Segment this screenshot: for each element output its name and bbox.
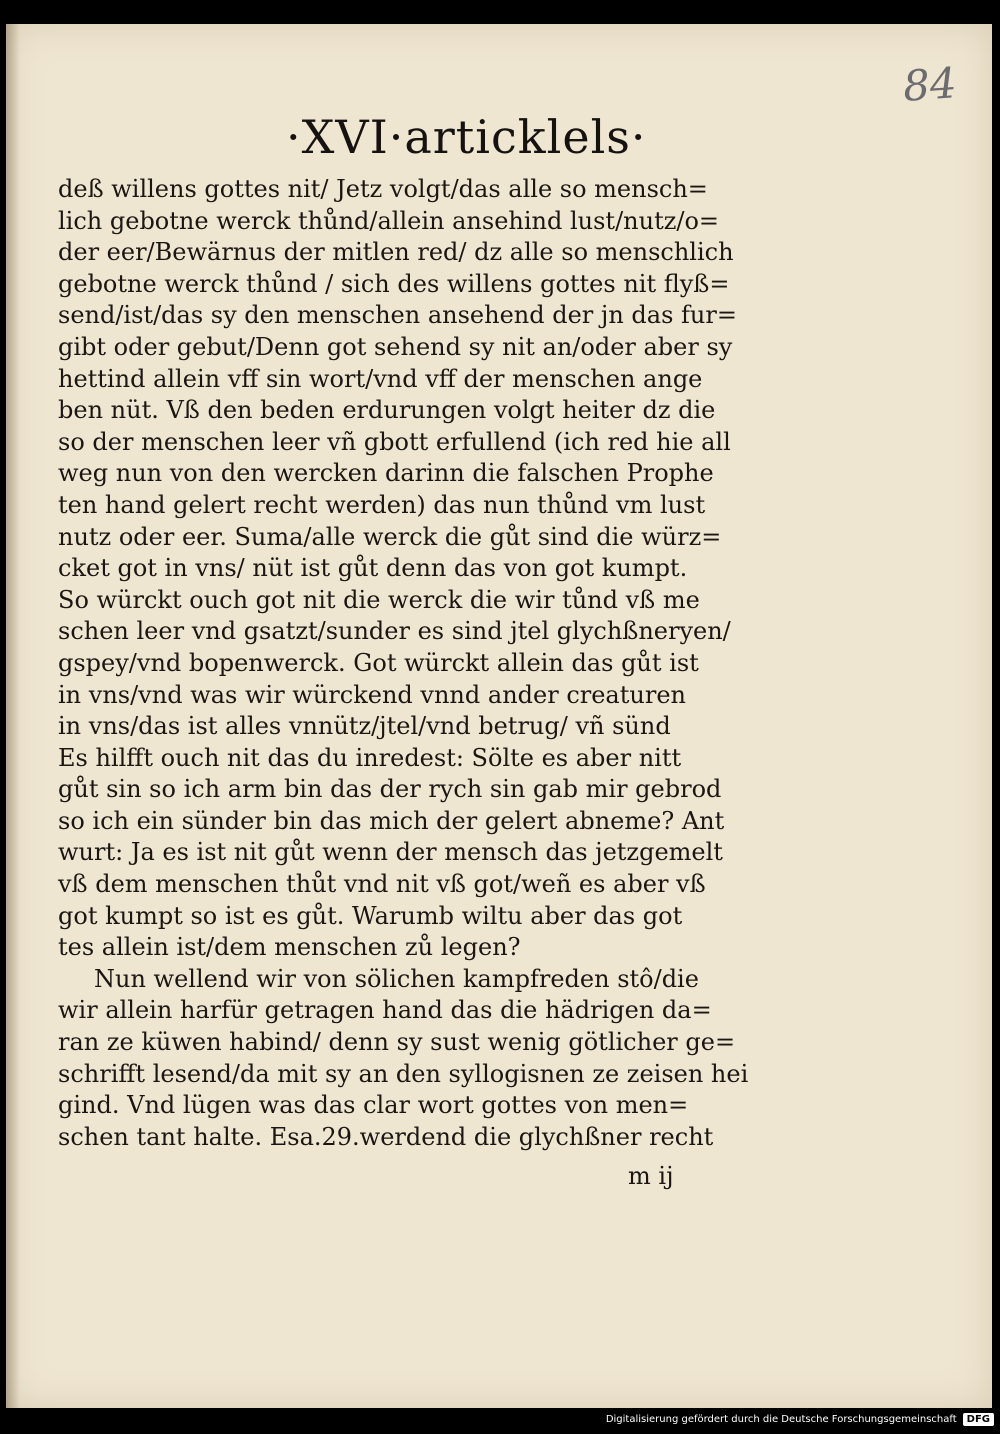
text-line: So würckt ouch got nit die werck die wir tůnd vß me	[58, 585, 700, 614]
text-line: Nun wellend wir von sölichen kampfreden stô/die	[94, 964, 699, 993]
footer-bar	[606, 1410, 994, 1428]
text-line: gspey/vnd bopenwerck. Got würckt allein das gůt ist	[58, 648, 699, 677]
text-line: send/ist/das sy den menschen ansehend der jn das fur=	[58, 301, 737, 330]
catchword: m ij	[628, 1162, 674, 1190]
text-line: Es hilfft ouch nit das du inredest: Sölte es aber nitt	[58, 743, 682, 772]
text-line: der eer/Bewärnus der mitlen red/ dz alle so menschlich	[58, 238, 734, 267]
body-text	[58, 174, 749, 1153]
text-line: ben nüt. Vß den beden erdurungen volgt heiter dz die	[58, 396, 716, 425]
text-line: cket got in vns/ nüt ist gůt denn das von got kumpt.	[58, 554, 688, 583]
text-line: ran ze küwen habind/ denn sy sust wenig götlicher ge=	[58, 1028, 736, 1057]
page-heading: ·XVI·articklels·	[286, 110, 647, 164]
text-line: so ich ein sünder bin das mich der gelert abneme? Ant	[58, 806, 725, 835]
text-line: in vns/vnd was wir würckend vnnd ander creaturen	[58, 680, 686, 709]
text-line: wir allein harfür getragen hand das die hädrigen da=	[58, 996, 712, 1025]
text-line: ten hand gelert recht werden) das nun thůnd vm lust	[58, 490, 706, 519]
scanned-page	[6, 24, 992, 1408]
text-line: schen leer vnd gsatzt/sunder es sind jtel glychßneryen/	[58, 617, 731, 646]
text-line: gibt oder gebut/Denn got sehend sy nit an/oder aber sy	[58, 332, 733, 361]
text-line: so der menschen leer vñ gbott erfullend (ich red hie all	[58, 427, 731, 456]
text-line: gind. Vnd lügen was das clar wort gottes von men=	[58, 1091, 689, 1120]
text-line: nutz oder eer. Suma/alle werck die gůt sind die würz=	[58, 522, 722, 551]
text-line: gebotne werck thůnd / sich des willens gottes nit flyß=	[58, 269, 730, 298]
text-line: wurt: Ja es ist nit gůt wenn der mensch das jetzgemelt	[58, 838, 723, 867]
text-line: vß dem menschen thůt vnd nit vß got/weñ es aber vß	[58, 870, 706, 899]
text-line: weg nun von den wercken darinn die falschen Prophe	[58, 459, 714, 488]
funding-notice: Digitalisierung gefördert durch die Deutsche Forschungsgemeinschaft	[605, 1413, 957, 1425]
dfg-logo: DFG	[963, 1413, 994, 1426]
text-line: schen tant halte. Esa.29.werdend die glychßner recht	[58, 1122, 714, 1151]
text-line: tes allein ist/dem menschen zů legen?	[58, 933, 521, 962]
text-line: lich gebotne werck thůnd/allein ansehind lust/nutz/o=	[58, 206, 720, 235]
text-line: got kumpt so ist es gůt. Warumb wiltu aber das got	[58, 901, 683, 930]
text-line: deß willens gottes nit/ Jetz volgt/das alle so mensch=	[58, 175, 708, 203]
text-line: in vns/das ist alles vnnütz/jtel/vnd betrug/ vñ sünd	[58, 712, 671, 741]
folio-number: 84	[901, 58, 959, 111]
text-line: hettind allein vff sin wort/vnd vff der menschen ange	[58, 364, 703, 393]
text-line: gůt sin so ich arm bin das der rych sin gab mir gebrod	[58, 775, 722, 804]
text-line: schrifft lesend/da mit sy an den syllogisnen ze zeisen hei	[58, 1059, 749, 1088]
